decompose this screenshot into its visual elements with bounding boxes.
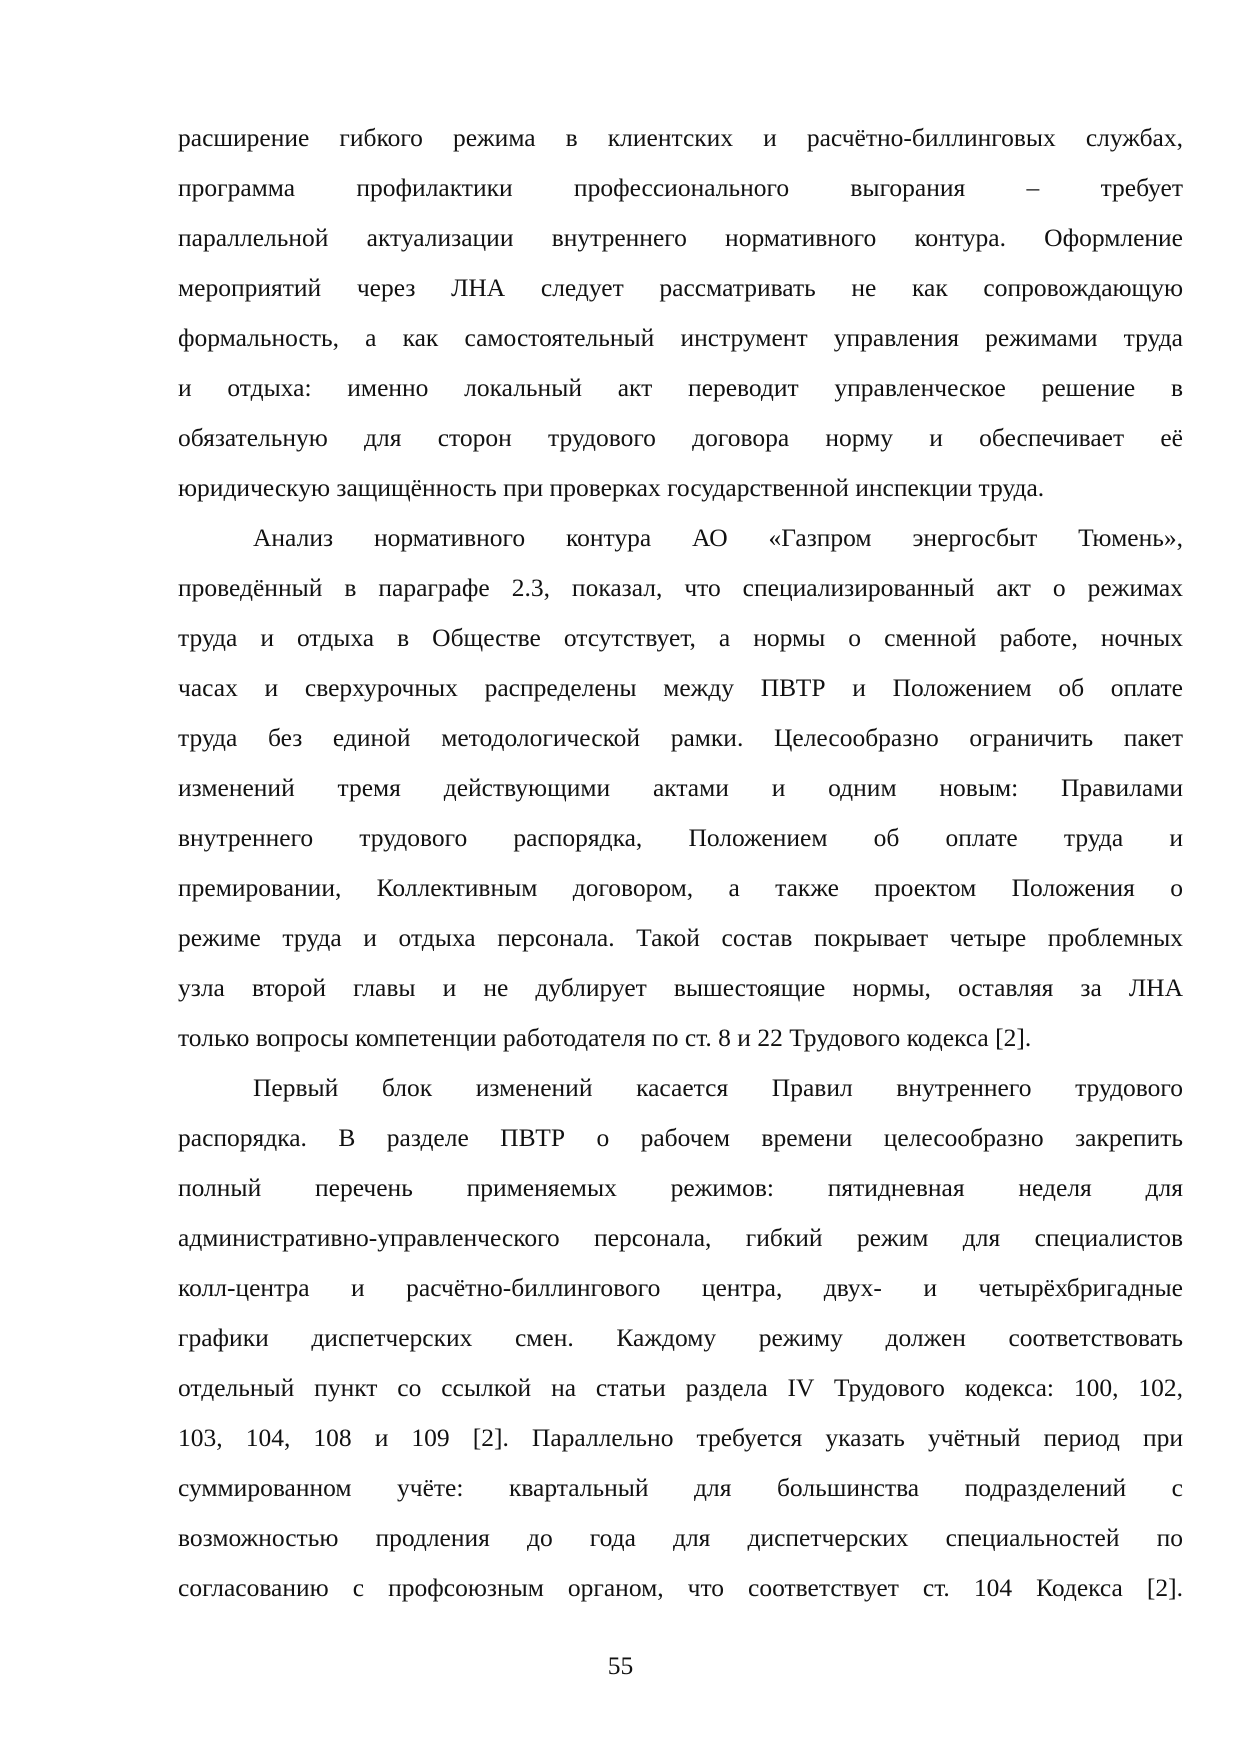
text-line: 103, 104, 108 и 109 [2]. Параллельно требуется указать учётный период при [178,1423,1183,1452]
text-line: юридическую защищённость при проверках государственной инспекции труда. [178,473,1045,502]
text-line: возможностью продления до года для диспетчерских специальностей по [178,1523,1183,1552]
text-line: параллельной актуализации внутреннего нормативного контура. Оформление [178,223,1183,252]
text-line: расширение гибкого режима в клиентских и расчётно-биллинговых службах, [178,123,1183,152]
text-line: и отдыха: именно локальный акт переводит управленческое решение в [178,373,1183,402]
text-line: распорядка. В разделе ПВТР о рабочем времени целесообразно закрепить [178,1123,1183,1152]
text-line: программа профилактики профессионального выгорания – требует [178,173,1183,202]
text-line: Анализ нормативного контура АО «Газпром энергосбыт Тюмень», [253,523,1183,552]
text-line: премировании, Коллективным договором, а также проектом Положения о [178,873,1183,902]
text-line: труда и отдыха в Обществе отсутствует, а нормы о сменной работе, ночных [178,623,1183,652]
text-line: узла второй главы и не дублирует вышестоящие нормы, оставляя за ЛНА [178,973,1183,1002]
text-line: отдельный пункт со ссылкой на статьи раздела IV Трудового кодекса: 100, 102, [178,1373,1183,1402]
page-number: 55 [607,1651,634,1680]
text-line: Первый блок изменений касается Правил внутреннего трудового [253,1073,1183,1102]
text-line: внутреннего трудового распорядка, Положением об оплате труда и [178,823,1183,852]
text-line: административно-управленческого персонала, гибкий режим для специалистов [178,1223,1183,1252]
text-line: режиме труда и отдыха персонала. Такой состав покрывает четыре проблемных [178,923,1183,952]
text-line: только вопросы компетенции работодателя по ст. 8 и 22 Трудового кодекса [2]. [178,1023,1032,1052]
text-line: изменений тремя действующими актами и одним новым: Правилами [178,773,1183,802]
text-line: мероприятий через ЛНА следует рассматривать не как сопровождающую [178,273,1183,302]
text-line: часах и сверхурочных распределены между ПВТР и Положением об оплате [178,673,1183,702]
text-line: согласованию с профсоюзным органом, что соответствует ст. 104 Кодекса [2]. [178,1573,1183,1602]
text-line: формальность, а как самостоятельный инструмент управления режимами труда [178,323,1183,352]
text-line: труда без единой методологической рамки. Целесообразно ограничить пакет [178,723,1183,752]
text-line: графики диспетчерских смен. Каждому режиму должен соответствовать [178,1323,1183,1352]
text-line: колл-центра и расчётно-биллингового центра, двух- и четырёхбригадные [178,1273,1183,1302]
text-line: проведённый в параграфе 2.3, показал, что специализированный акт о режимах [178,573,1183,602]
text-line: суммированном учёте: квартальный для большинства подразделений с [178,1473,1183,1502]
text-line: обязательную для сторон трудового договора норму и обеспечивает её [178,423,1183,452]
text-line: полный перечень применяемых режимов: пятидневная неделя для [178,1173,1183,1202]
